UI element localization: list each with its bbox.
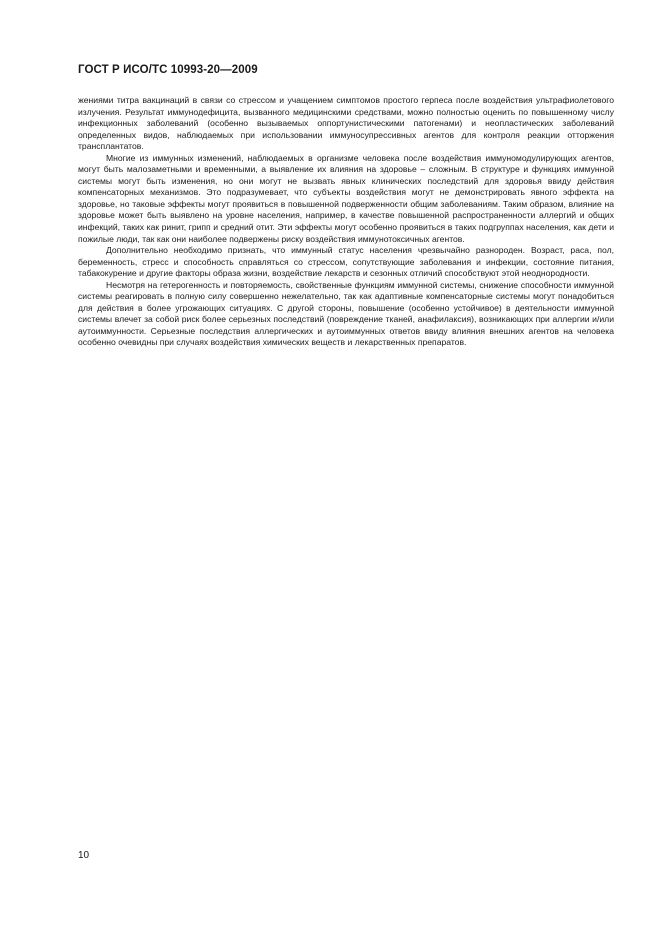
body-text xyxy=(78,95,614,349)
paragraph-immune-changes: Многие из иммунных изменений, наблюдаемых в организме человека после воздействия иммуномодулирующих агентов, могут быть малозаметными и временными, а выявление их влияния на здоровье – сложным. В структуре и функциях иммунной системы могут быть изменения, но они могут не вызвать явных клинических последствий для здоровья ввиду действия компенсаторных механизмов. Это подразумевает, что субъекты воздействия могут не демонстрировать явного эффекта на здоровье, но таковые эффекты могут проявиться в повышенной подверженности общим заболеваниям. Таким образом, влияние на здоровье может быть выявлено на уровне населения, например, в качестве повышенной распространенности аллергий и общих инфекций, таких как ринит, грипп и средний отит. Эти эффекты могут особенно проявиться в таких подгруппах населения, как дети и пожилые люди, так как они наиболее подвержены риску воздействия иммунотоксичных агентов. xyxy=(78,152,614,244)
paragraph-continuation: жениями титра вакцинаций в связи со стрессом и учащением симптомов простого герпеса после воздействия ультрафиолетового излучения. Результат иммунодефицита, вызванного медицинскими средствами, можно полностью оценить по повышенному числу инфекционных заболеваний (особенно вызываемых оппортунистическими патогенами) и неопластических заболеваний определенных видов, наблюдаемых при использовании иммуносупрессивных агентов для контроля реакции отторжения трансплантатов. xyxy=(78,95,614,152)
document-header: ГОСТ Р ИСО/ТС 10993-20—2009 xyxy=(78,64,258,76)
paragraph-immune-status: Дополнительно необходимо признать, что иммунный статус населения чрезвычайно разнороден. Возраст, раса, пол, беременность, стресс и способность справляться со стрессом, сопутствующие заболевания и инфекции, состояние питания, табакокурение и другие факторы образа жизни, воздействие лекарств и сезонных отличий способствуют этой неоднородности. xyxy=(78,245,614,279)
paragraph-heterogeneity: Несмотря на гетерогенность и повторяемость, свойственные функциям иммунной системы, снижение способности иммунной системы реагировать в полную силу совершенно нежелательно, так как адаптивные компенсаторные системы могут понадобиться для действия в более угрожающих ситуациях. С другой стороны, повышение (особенно устойчивое) в деятельности иммунной системы влечет за собой риск более серьезных последствий (повреждение тканей, анафилаксия), возникающих при аллергии и/или аутоиммунности. Серьезные последствия аллергических и аутоиммунных ответов ввиду влияния внешних агентов на человека особенно очевидны при случаях воздействия химических веществ и лекарственных препаратов. xyxy=(78,279,614,348)
page-number: 10 xyxy=(78,850,90,861)
